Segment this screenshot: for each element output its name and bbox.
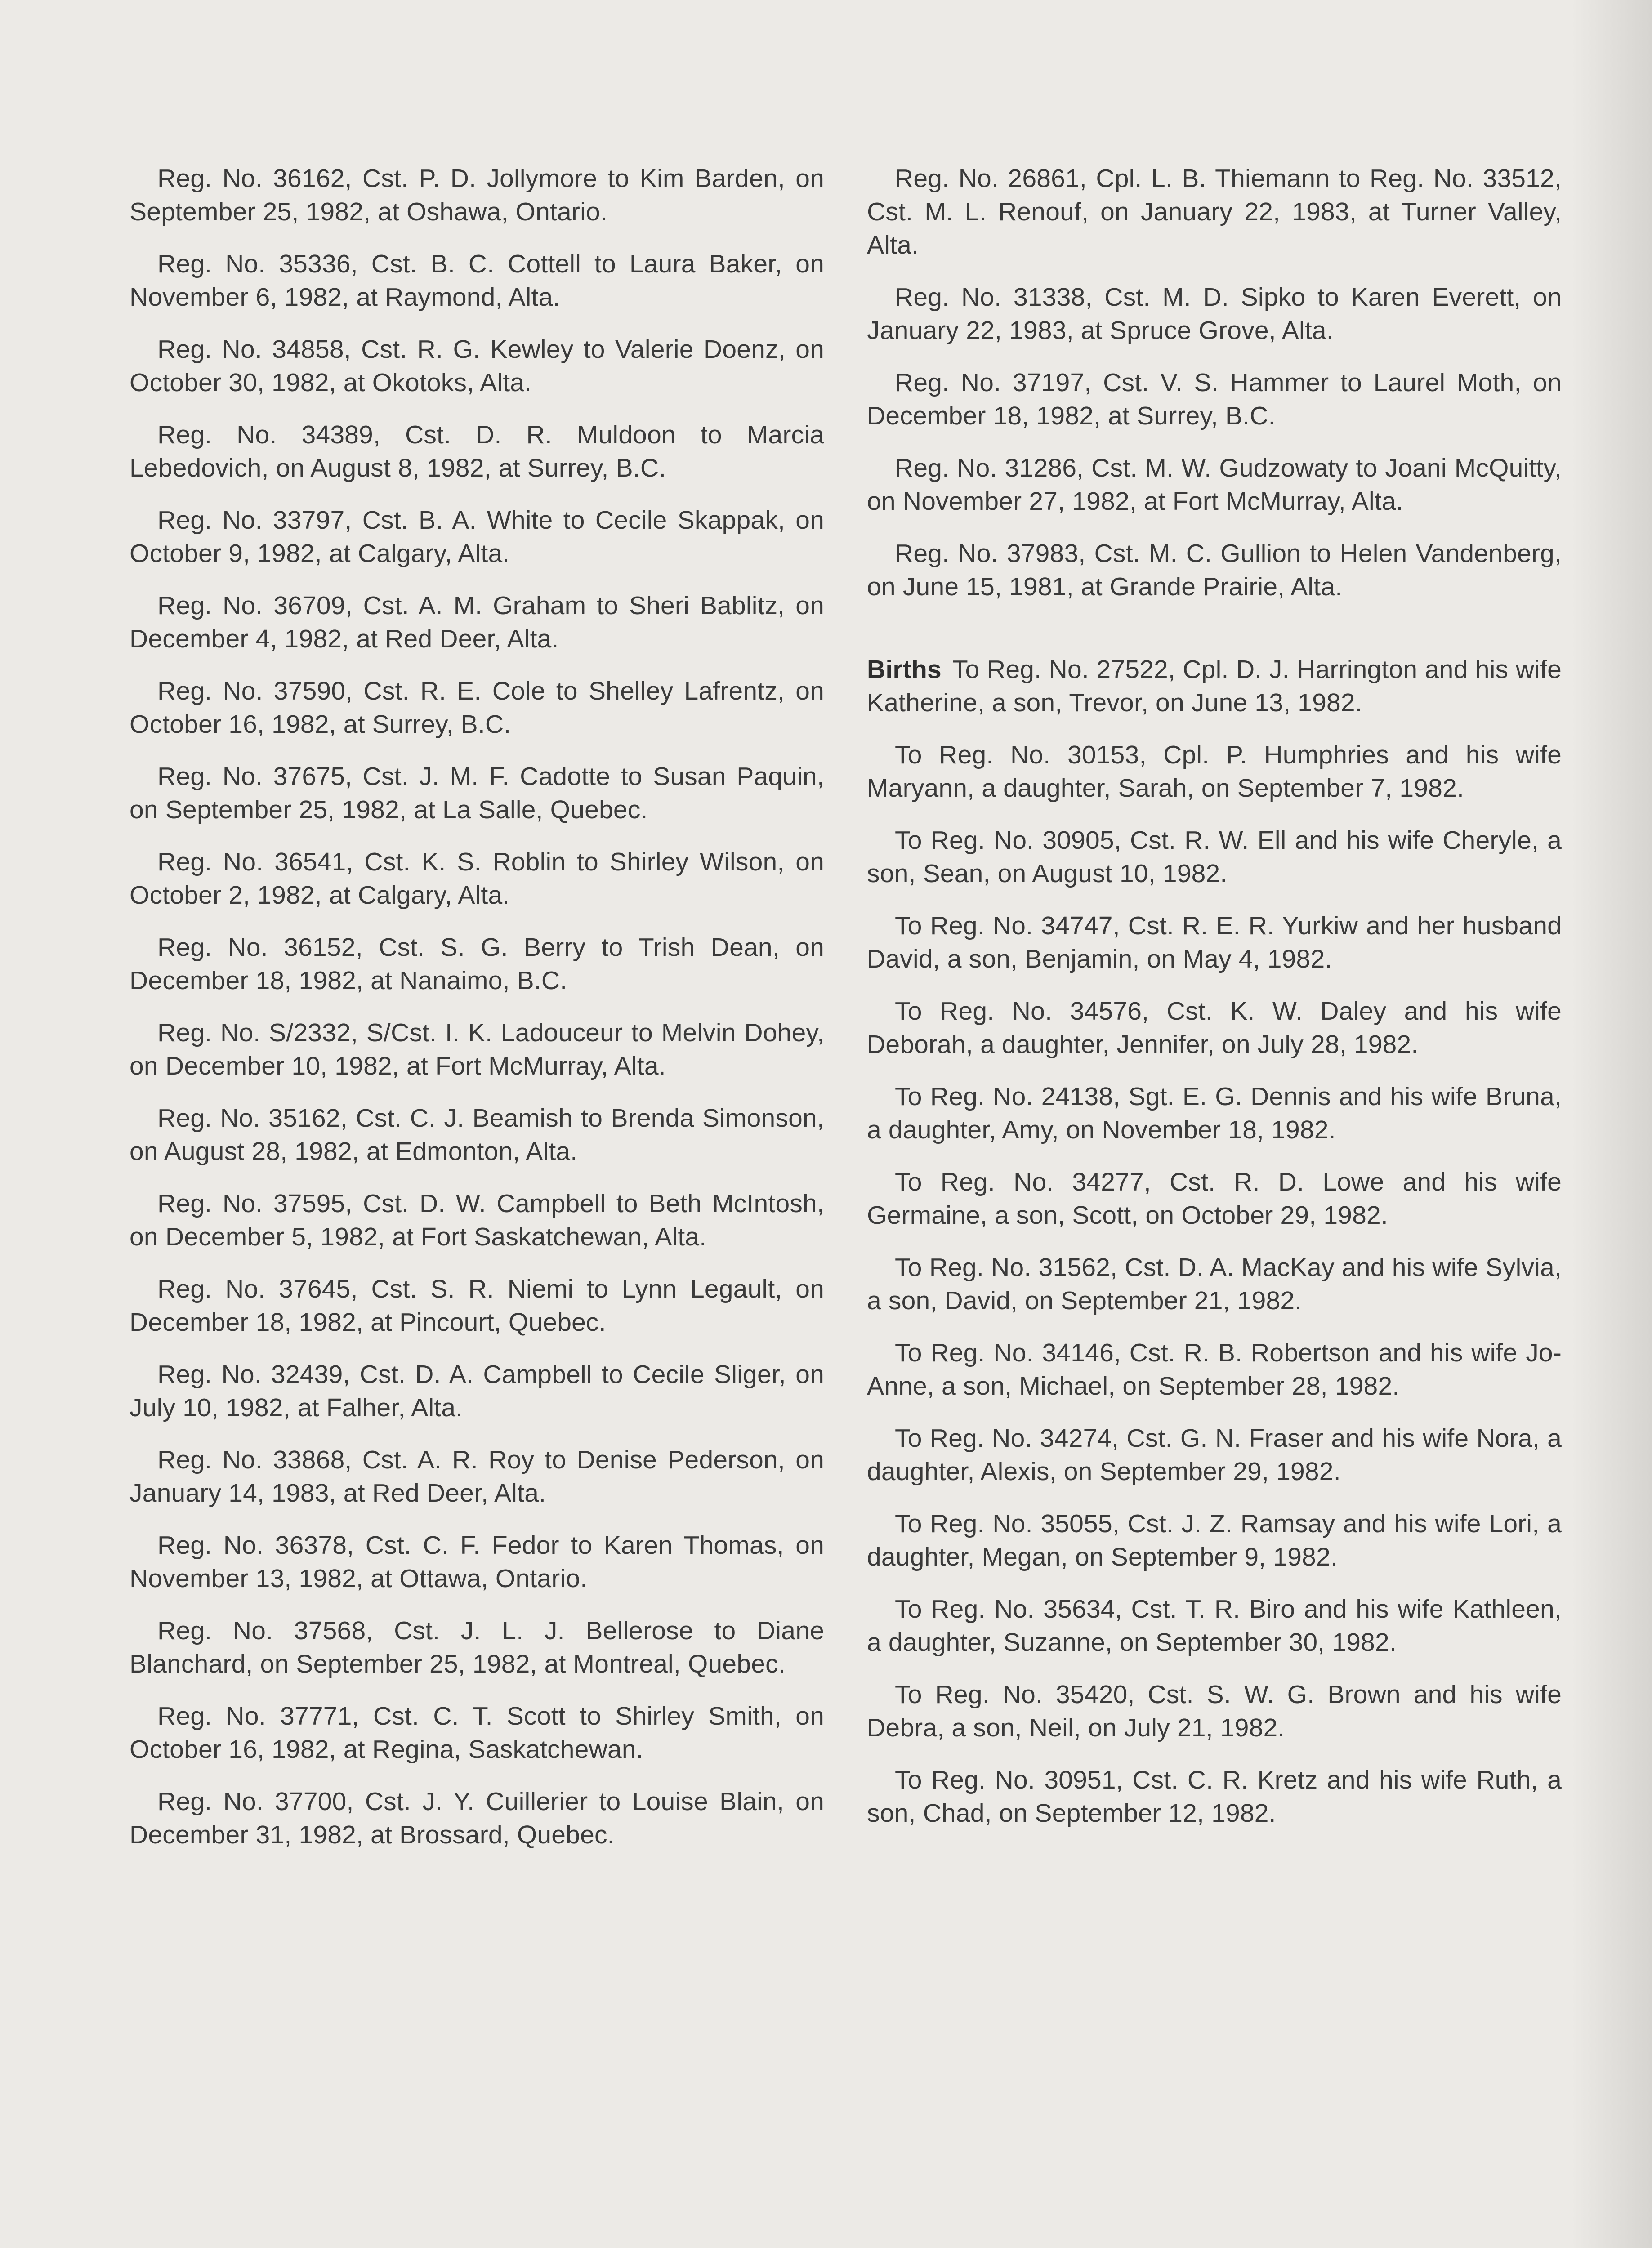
marriage-entry: Reg. No. 37645, Cst. S. R. Niemi to Lynn Legault, on December 18, 1982, at Pincourt, Quebec. <box>129 1275 824 1337</box>
marriage-entry: Reg. No. 31286, Cst. M. W. Gudzowaty to Joani McQuitty, on November 27, 1982, at Fort McMurray, Alta. <box>867 454 1562 516</box>
birth-entry: To Reg. No. 35055, Cst. J. Z. Ramsay and his wife Lori, a daughter, Megan, on September 9, 1982. <box>867 1509 1562 1571</box>
marriage-entry: Reg. No. 36709, Cst. A. M. Graham to Sheri Bablitz, on December 4, 1982, at Red Deer, Alta. <box>129 591 824 653</box>
marriage-entry: Reg. No. 36152, Cst. S. G. Berry to Trish Dean, on December 18, 1982, at Nanaimo, B.C. <box>129 933 824 995</box>
marriage-entry: Reg. No. 37675, Cst. J. M. F. Cadotte to Susan Paquin, on September 25, 1982, at La Salle, Quebec. <box>129 762 824 824</box>
birth-entry: To Reg. No. 31562, Cst. D. A. MacKay and his wife Sylvia, a son, David, on September 21, 1982. <box>867 1253 1562 1315</box>
birth-entry-text: To Reg. No. 27522, Cpl. D. J. Harrington and his wife Katherine, a son, Trevor, on June 13, 1982. <box>867 655 1562 717</box>
marriage-entry: Reg. No. 26861, Cpl. L. B. Thiemann to Reg. No. 33512, Cst. M. L. Renouf, on January 22, 1983, at Turner Valley, Alta. <box>867 164 1562 259</box>
birth-entry: To Reg. No. 34576, Cst. K. W. Daley and his wife Deborah, a daughter, Jennifer, on July 28, 1982. <box>867 997 1562 1059</box>
marriage-entry: Reg. No. 37771, Cst. C. T. Scott to Shirley Smith, on October 16, 1982, at Regina, Saskatchewan. <box>129 1702 824 1764</box>
page-edge-shadow <box>1571 0 1652 2248</box>
birth-entry: To Reg. No. 34274, Cst. G. N. Fraser and his wife Nora, a daughter, Alexis, on September 29, 1982. <box>867 1424 1562 1486</box>
birth-entry: To Reg. No. 30153, Cpl. P. Humphries and his wife Maryann, a daughter, Sarah, on September 7, 1982. <box>867 740 1562 803</box>
birth-entry: To Reg. No. 34277, Cst. R. D. Lowe and his wife Germaine, a son, Scott, on October 29, 1982. <box>867 1168 1562 1230</box>
marriage-entry: Reg. No. 31338, Cst. M. D. Sipko to Karen Everett, on January 22, 1983, at Spruce Grove, Alta. <box>867 283 1562 345</box>
births-section-first-entry <box>867 653 1562 719</box>
birth-entry: To Reg. No. 34146, Cst. R. B. Robertson and his wife Jo-Anne, a son, Michael, on September 28, 1982. <box>867 1338 1562 1401</box>
marriage-entry: Reg. No. 36378, Cst. C. F. Fedor to Karen Thomas, on November 13, 1982, at Ottawa, Ontario. <box>129 1531 824 1593</box>
birth-entry: To Reg. No. 35420, Cst. S. W. G. Brown and his wife Debra, a son, Neil, on July 21, 1982. <box>867 1680 1562 1742</box>
marriage-entry: Reg. No. 36162, Cst. P. D. Jollymore to Kim Barden, on September 25, 1982, at Oshawa, Ontario. <box>129 164 824 226</box>
marriage-entry: Reg. No. 35336, Cst. B. C. Cottell to Laura Baker, on November 6, 1982, at Raymond, Alta. <box>129 250 824 312</box>
birth-entry: To Reg. No. 30951, Cst. C. R. Kretz and his wife Ruth, a son, Chad, on September 12, 1982. <box>867 1766 1562 1828</box>
marriage-entry: Reg. No. 32439, Cst. D. A. Campbell to Cecile Sliger, on July 10, 1982, at Falher, Alta. <box>129 1360 824 1422</box>
marriage-entry: Reg. No. 34389, Cst. D. R. Muldoon to Marcia Lebedovich, on August 8, 1982, at Surrey, B.C. <box>129 420 824 482</box>
marriage-entry: Reg. No. 34858, Cst. R. G. Kewley to Valerie Doenz, on October 30, 1982, at Okotoks, Alta. <box>129 335 824 397</box>
marriage-entry: Reg. No. 33868, Cst. A. R. Roy to Denise Pederson, on January 14, 1983, at Red Deer, Alta. <box>129 1445 824 1508</box>
marriage-entry: Reg. No. 33797, Cst. B. A. White to Cecile Skappak, on October 9, 1982, at Calgary, Alta. <box>129 506 824 568</box>
birth-entry: To Reg. No. 34747, Cst. R. E. R. Yurkiw and her husband David, a son, Benjamin, on May 4, 1982. <box>867 911 1562 973</box>
marriage-entry: Reg. No. 37700, Cst. J. Y. Cuillerier to Louise Blain, on December 31, 1982, at Brossard, Quebec. <box>129 1787 824 1849</box>
birth-entry: To Reg. No. 30905, Cst. R. W. Ell and his wife Cheryle, a son, Sean, on August 10, 1982. <box>867 826 1562 888</box>
birth-entry: To Reg. No. 35634, Cst. T. R. Biro and his wife Kathleen, a daughter, Suzanne, on September 30, 1982. <box>867 1595 1562 1657</box>
births-heading: Births <box>867 655 942 684</box>
birth-entry: To Reg. No. 24138, Sgt. E. G. Dennis and his wife Bruna, a daughter, Amy, on November 18, 1982. <box>867 1082 1562 1144</box>
marriage-entry: Reg. No. S/2332, S/Cst. I. K. Ladouceur to Melvin Dohey, on December 10, 1982, at Fort McMurray, Alta. <box>129 1018 824 1080</box>
left-column <box>129 162 824 1870</box>
marriage-entry: Reg. No. 36541, Cst. K. S. Roblin to Shirley Wilson, on October 2, 1982, at Calgary, Alta. <box>129 847 824 910</box>
marriage-entry: Reg. No. 37568, Cst. J. L. J. Bellerose to Diane Blanchard, on September 25, 1982, at Montreal, Quebec. <box>129 1616 824 1678</box>
marriage-entry: Reg. No. 37595, Cst. D. W. Campbell to Beth McIntosh, on December 5, 1982, at Fort Saskatchewan, Alta. <box>129 1189 824 1251</box>
marriage-entry: Reg. No. 37983, Cst. M. C. Gullion to Helen Vandenberg, on June 15, 1981, at Grande Prairie, Alta. <box>867 539 1562 601</box>
marriage-entry: Reg. No. 37590, Cst. R. E. Cole to Shelley Lafrentz, on October 16, 1982, at Surrey, B.C. <box>129 677 824 739</box>
right-column <box>867 162 1562 1849</box>
marriage-entry: Reg. No. 35162, Cst. C. J. Beamish to Brenda Simonson, on August 28, 1982, at Edmonton, Alta. <box>129 1104 824 1166</box>
marriage-entry: Reg. No. 37197, Cst. V. S. Hammer to Laurel Moth, on December 18, 1982, at Surrey, B.C. <box>867 368 1562 430</box>
